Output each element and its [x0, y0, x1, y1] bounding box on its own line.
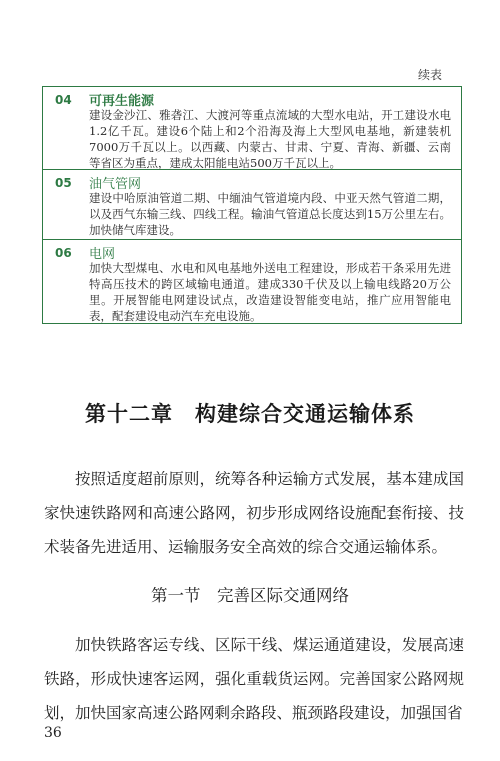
section-paragraph: 加快铁路客运专线、区际干线、煤运通道建设，发展高速铁路，形成快速客运网，强化重载货运网。完善国家公路网规划，加快国家高速公路网剩余路段、瓶颈路段建设，加强国省 [44, 636, 464, 722]
row-number: 05 [55, 176, 72, 190]
table-continued-label: 续表 [417, 68, 442, 82]
page-number: 36 [44, 725, 62, 741]
chapter-intro-paragraph: 按照适度超前原则，统筹各种运输方式发展，基本建成国家快速铁路网和高速公路网，初步形成网络设施配套衔接、技术装备先进适用、运输服务安全高效的综合交通运输体系。 [44, 470, 464, 556]
row-title: 可再生能源 [89, 94, 155, 109]
row-number: 06 [55, 246, 72, 260]
row-body: 建设金沙江、雅砻江、大渡河等重点流域的大型水电站，开工建设水电1.2亿千瓦。建设6个陆上和2个沿海及海上大型风电基地，新建装机7000万千瓦以上。以西藏、内蒙古、甘肃、宁夏、青海、新疆、云南等省区为重点，建成太阳能电站500万千瓦以上。 [89, 108, 451, 170]
table-row [43, 87, 461, 169]
row-body: 建设中哈原油管道二期、中缅油气管道境内段、中亚天然气管道二期，以及西气东输三线、四线工程。输油气管道总长度达到15万公里左右。加快储气库建设。 [89, 191, 451, 237]
table-row [43, 239, 461, 324]
row-title: 油气管网 [89, 177, 142, 192]
projects-table [42, 86, 462, 324]
table-row [43, 169, 461, 240]
row-number: 04 [55, 93, 72, 107]
row-title: 电网 [89, 247, 116, 262]
section-title: 第一节 完善区际交通网络 [151, 586, 349, 605]
row-body: 加快大型煤电、水电和风电基地外送电工程建设，形成若干条采用先进特高压技术的跨区域输电通道。建成330千伏及以上输电线路20万公里。开展智能电网建设试点，改造建设智能变电站，推广应用智能电表，配套建设电动汽车充电设施。 [89, 261, 451, 323]
chapter-title: 第十二章 构建综合交通运输体系 [85, 402, 415, 426]
